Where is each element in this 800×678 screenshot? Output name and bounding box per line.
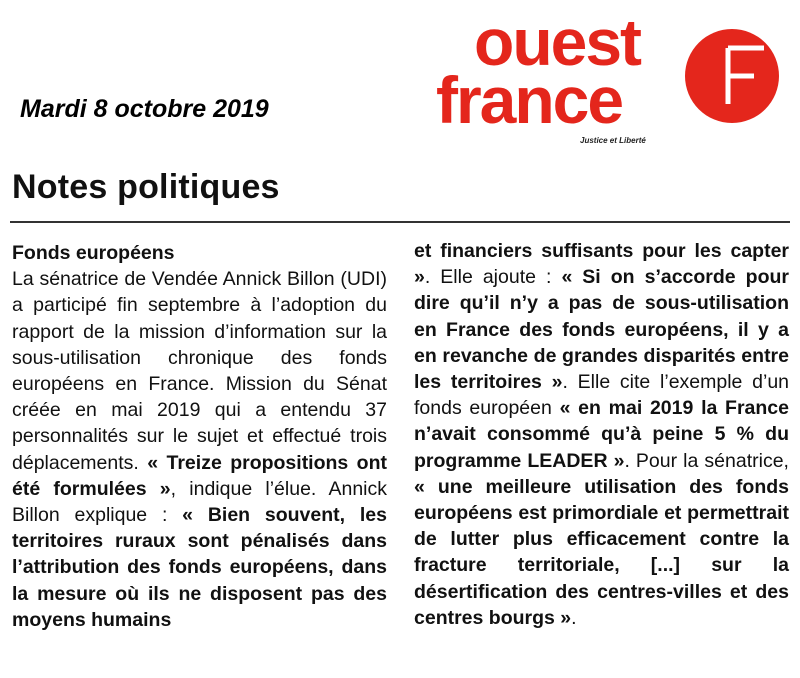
article-column-right <box>414 238 789 631</box>
article-subhead: Fonds européens <box>12 242 175 264</box>
article-text: La sénatrice de Vendée Annick Billon (UDI) a participé fin septembre à l’adoption du rapport de la mission d’information sur la sous-utilisation chronique des fonds européens en France. Mission du Sénat créée en mai 2019 qui a entendu 37 personnalités sur le sujet et effectué trois déplacements. <box>12 268 387 474</box>
article-quote: « en mai 2019 la France n’avait consommé qu’à peine 5 % du programme LEADER » <box>414 397 789 472</box>
article-text: . <box>571 606 577 629</box>
ouest-france-logo <box>432 5 792 148</box>
section-title: Notes politiques <box>12 168 280 206</box>
logo-word-france: france <box>436 63 623 137</box>
article-column-left <box>12 240 387 633</box>
article-quote: « Bien souvent, les territoires ruraux sont pénalisés dans l’attribution des fonds européens, dans la mesure où ils ne disposent pas des moyens humains <box>12 504 387 631</box>
article-text: . Pour la sénatrice, <box>624 449 789 472</box>
article-quote: « Treize propositions ont été formulées » <box>12 451 387 500</box>
section-divider <box>10 221 790 223</box>
logo-word-ouest: ouest <box>474 5 641 79</box>
logo-tagline: Justice et Liberté <box>580 136 646 145</box>
publication-date: Mardi 8 octobre 2019 <box>20 95 269 123</box>
article-text: . Elle ajoute : <box>424 266 562 289</box>
article-quote: « une meilleure utilisation des fonds européens est primordiale et permettrait de lutter plus efficacement contre la fracture territoriale, [...] sur la désertification des centres-villes et des centres bourgs » <box>414 475 789 629</box>
article-text: . Elle cite l’exemple d’un fonds européen <box>414 371 790 420</box>
article-quote: « Si on s’accorde pour dire qu’il n’y a pas de sous-utilisation en France des fonds européens, il y a en revanche de grandes disparités entre les territoires » <box>414 266 789 394</box>
article-quote: et financiers suffisants pour les capter » <box>414 240 789 289</box>
logo-emblem-icon <box>684 28 780 124</box>
article-text: , indique l’élue. Annick Billon explique : <box>12 477 387 527</box>
